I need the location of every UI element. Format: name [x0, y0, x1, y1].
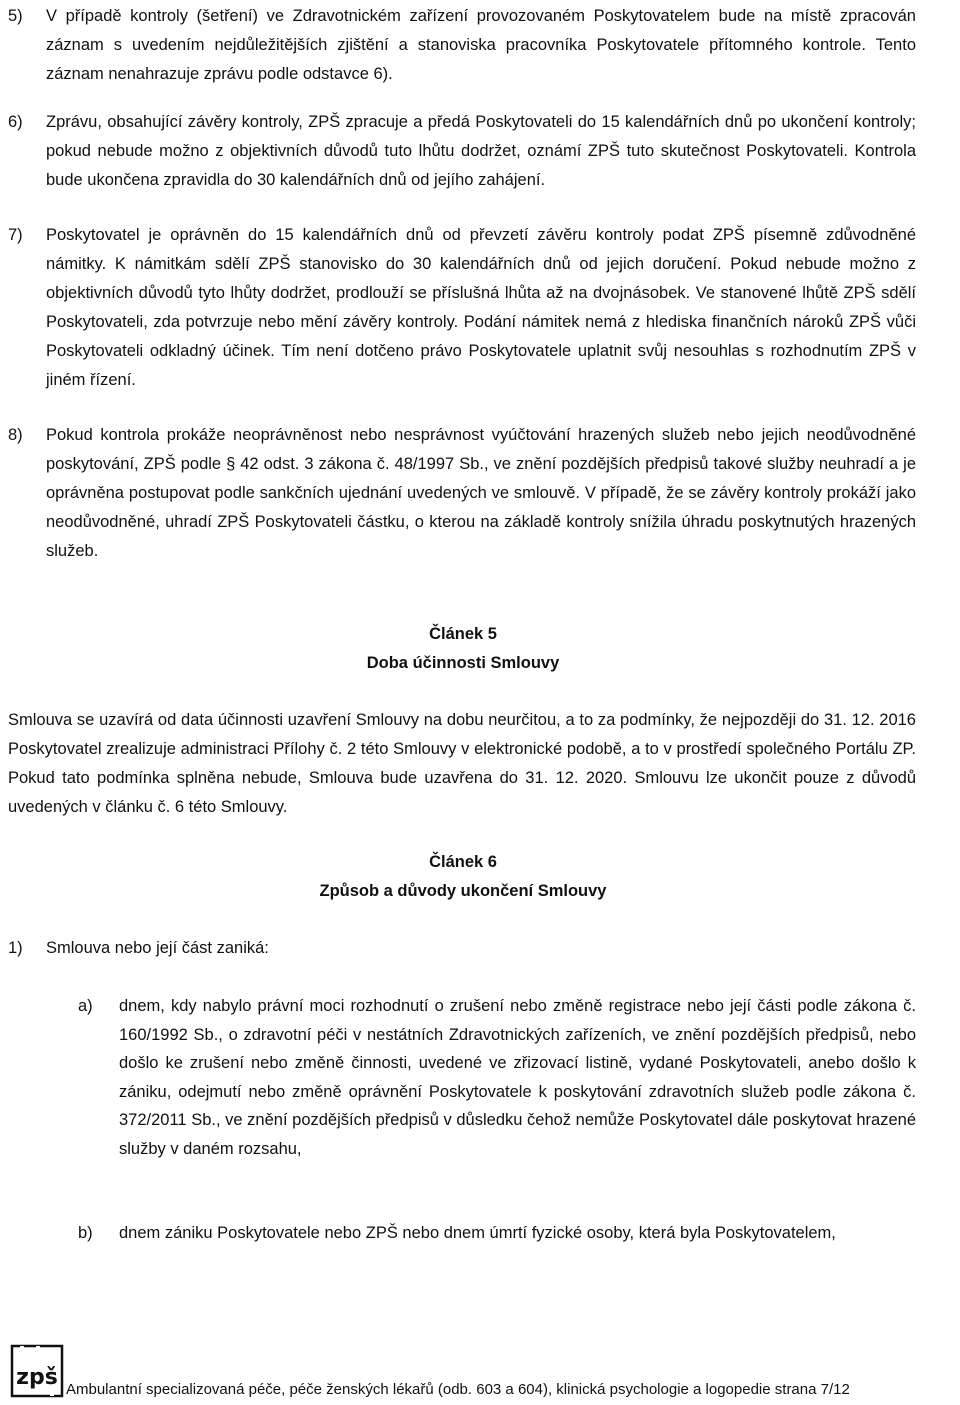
paragraph-number: 7) [8, 226, 23, 244]
paragraph-text: V případě kontroly (šetření) ve Zdravotnickém zařízení provozovaném Poskytovatelem bude na místě zpracován záznam s uvedením nejdůležitějších zjištění a stanoviska pracovníka Poskytovatele přítomného kontrole. Tento záznam nenahrazuje zprávu podle odstavce 6). [46, 7, 916, 83]
article-6-heading: Článek 6 [429, 853, 497, 871]
zps-logo-icon [8, 1342, 66, 1400]
paragraph-5 [8, 2, 916, 89]
paragraph-text: Poskytovatel je oprávněn do 15 kalendářních dnů od převzetí závěru kontroly podat ZPŠ písemně zdůvodněné námitky. K námitkám sdělí ZPŠ stanovisko do 30 kalendářních dnů od jejich doručení. Pokud nebude možno z objektivních důvodů tyto lhůty dodržet, prodlouží se příslušná lhůta až na dvojnásobek. Ve stanovené lhůtě ZPŠ sdělí Poskytovateli, zda potvrzuje nebo mění závěry kontroly. Podání námitek nemá z hlediska finančních nároků ZPŠ vůči Poskytovateli odkladný účinek. Tím není dotčeno právo Poskytovatele uplatnit svůj nesouhlas s rozhodnutím ZPŠ v jiném řízení. [46, 226, 916, 389]
logo-text: zpš [16, 1365, 58, 1390]
article-5-title: Doba účinnosti Smlouvy [366, 654, 560, 672]
article-5-heading: Článek 5 [429, 625, 497, 643]
article-6-subitem-b [78, 1219, 916, 1248]
page-footer [8, 1342, 960, 1402]
article-6-title: Způsob a důvody ukončení Smlouvy [319, 882, 607, 900]
item-number: 1) [8, 939, 23, 957]
subitem-text: dnem zániku Poskytovatele nebo ZPŠ nebo dnem úmrtí fyzické osoby, která byla Poskytovatelem, [119, 1224, 836, 1242]
paragraph-7 [8, 221, 916, 395]
paragraph-number: 8) [8, 426, 23, 444]
paragraph-text: Zprávu, obsahující závěry kontroly, ZPŠ zpracuje a předá Poskytovateli do 15 kalendářních dnů po ukončení kontroly; pokud nebude možno z objektivních důvodů tuto lhůtu dodržet, oznámí ZPŠ tuto skutečnost Poskytovateli. Kontrola bude ukončena zpravidla do 30 kalendářních dnů od jejího zahájení. [46, 113, 916, 189]
footer-text: Ambulantní specializovaná péče, péče ženských lékařů (odb. 603 a 604), klinická psychologie a logopedie strana 7/12 [66, 1381, 850, 1398]
paragraph-text: Pokud kontrola prokáže neoprávněnost nebo nesprávnost vyúčtování hrazených služeb nebo jejich neodůvodněné poskytování, ZPŠ podle § 42 odst. 3 zákona č. 48/1997 Sb., ve znění pozdějších předpisů takové služby neuhradí a je oprávněna postupovat podle sankčních ujednání uvedených ve smlouvě. V případě, že se závěry kontroly prokáží jako neodůvodněné, uhradí ZPŠ Poskytovateli částku, o kterou na základě kontroly snížila úhradu poskytnutých hrazených služeb. [46, 426, 916, 560]
paragraph-8 [8, 421, 916, 566]
article-6-item-1 [8, 934, 916, 963]
subitem-letter: b) [78, 1224, 93, 1242]
subitem-text: dnem, kdy nabylo právní moci rozhodnutí o zrušení nebo změně registrace nebo její části podle zákona č. 160/1992 Sb., o zdravotní péči v nestátních Zdravotnických zařízeních, ve znění pozdějších předpisů, nebo došlo ke zrušení nebo změně činnosti, uvedené ve zřizovací listině, vydané Poskytovateli, anebo došlo k zániku, odejmutí nebo změně oprávnění Poskytovatele k poskytování zdravotních služeb podle zákona č. 372/2011 Sb., ve znění pozdějších předpisů v důsledku čehož nemůže Poskytovatel dále poskytovat hrazené služby v daném rozsahu, [119, 997, 916, 1158]
paragraph-number: 6) [8, 113, 23, 131]
paragraph-number: 5) [8, 7, 23, 25]
item-text: Smlouva nebo její část zaniká: [46, 939, 269, 957]
article-5-text: Smlouva se uzavírá od data účinnosti uzavření Smlouvy na dobu neurčitou, a to za podmínky, že nejpozději do 31. 12. 2016 Poskytovatel zrealizuje administraci Přílohy č. 2 této Smlouvy v elektronické podobě, a to v prostředí společného Portálu ZP. Pokud tato podmínka splněna nebude, Smlouva bude uzavřena do 31. 12. 2020. Smlouvu lze ukončit pouze z důvodů uvedených v článku č. 6 této Smlouvy. [8, 711, 916, 816]
paragraph-6 [8, 108, 916, 195]
subitem-letter: a) [78, 997, 93, 1015]
article-6-subitem-a [78, 992, 916, 1163]
